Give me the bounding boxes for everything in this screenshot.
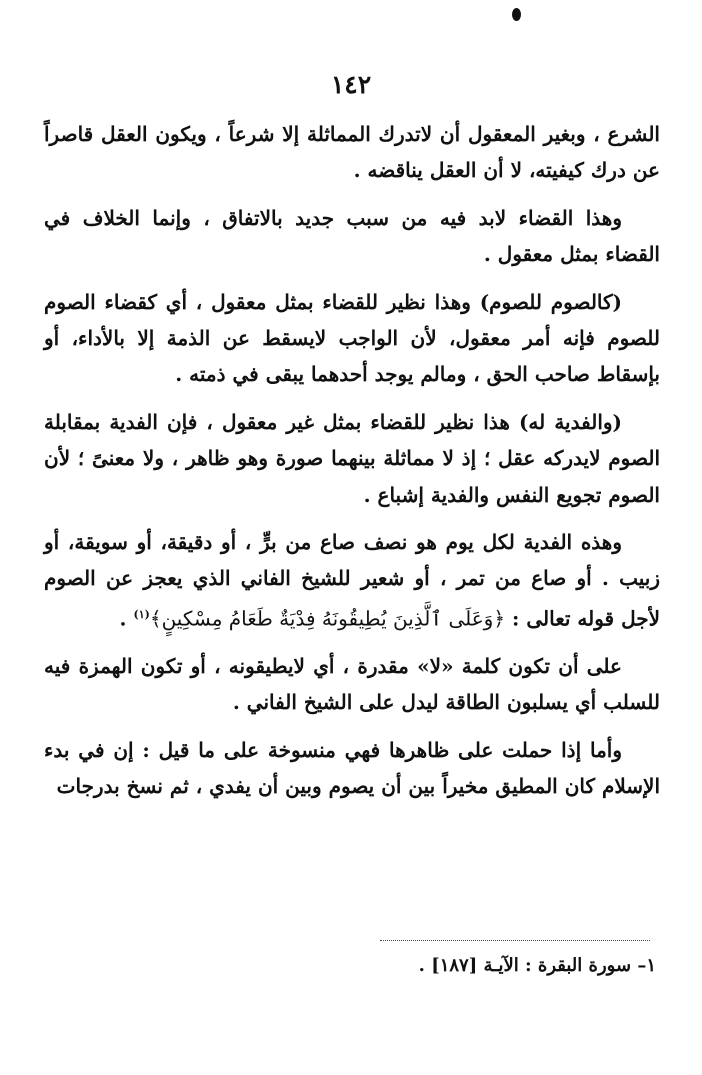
paragraph: (والفدية له) هذا نظير للقضاء بمثل غير معقول ، فإن الفدية بمقابلة الصوم لايدركه عقل ؛ إذ لا مماثلة بينهما صورة وهو ظاهر ، ولا معنىً ؛ لأن الصوم تجويع النفس والفدية إشباع . xyxy=(44,409,661,507)
ink-mark xyxy=(512,8,521,21)
footnote-reference: (١) xyxy=(133,607,150,621)
paragraph-text: . xyxy=(119,606,134,631)
paragraph-text: وهذه الفدية لكل يوم هو نصف صاع من برٍّ ، أو دقيقة، أو سويقة، أو زبيب . أو صاع من تمر ، أو شعير للشيخ الفاني الذي يعجز عن الصوم لأجل قوله تعالى : xyxy=(44,530,660,631)
body-text xyxy=(44,116,660,805)
paragraph: على أن تكون كلمة «لا» مقدرة ، أي لايطيقونه ، أو تكون الهمزة فيه للسلب أي يسلبون الطاقة ليدل على الشيخ الفاني . xyxy=(44,653,660,715)
paragraph: وهذا القضاء لابد فيه من سبب جديد بالاتفاق ، وإنما الخلاف في القضاء بمثل معقول . xyxy=(44,205,660,267)
quran-verse: ﴿وَعَلَى ٱلَّذِينَ يُطِيقُونَهُ فِدْيَةٌ طَعَامُ مِسْكِينٍ﴾ xyxy=(149,606,506,631)
paragraph: وأما إذا حملت على ظاهرها فهي منسوخة على ما قيل : إن في بدء الإسلام كان المطيق مخيراً بين أن يصوم وبين أن يفدي ، ثم نسخ بدرجات xyxy=(44,737,660,799)
paragraph-with-quran-verse xyxy=(44,524,660,637)
paragraph: (كالصوم للصوم) وهذا نظير للقضاء بمثل معقول ، أي كقضاء الصوم للصوم فإنه أمر معقول، لأن الواجب لايسقط عن الذمة إلا بالأداء، أو بإسقاط صاحب الحق ، ومالم يوجد أحدهما يبقى في ذمته . xyxy=(44,289,660,387)
footnote: ١– سورة البقرة : الآيـة [١٨٧] . xyxy=(418,955,656,976)
footnote-separator xyxy=(380,940,650,941)
page-number: ١٤٢ xyxy=(330,70,372,99)
paragraph: الشرع ، وبغير المعقول أن لاتدرك المماثلة إلا شرعاً ، ويكون العقل قاصراً عن درك كيفيته، لا أن العقل يناقضه . xyxy=(44,122,660,183)
